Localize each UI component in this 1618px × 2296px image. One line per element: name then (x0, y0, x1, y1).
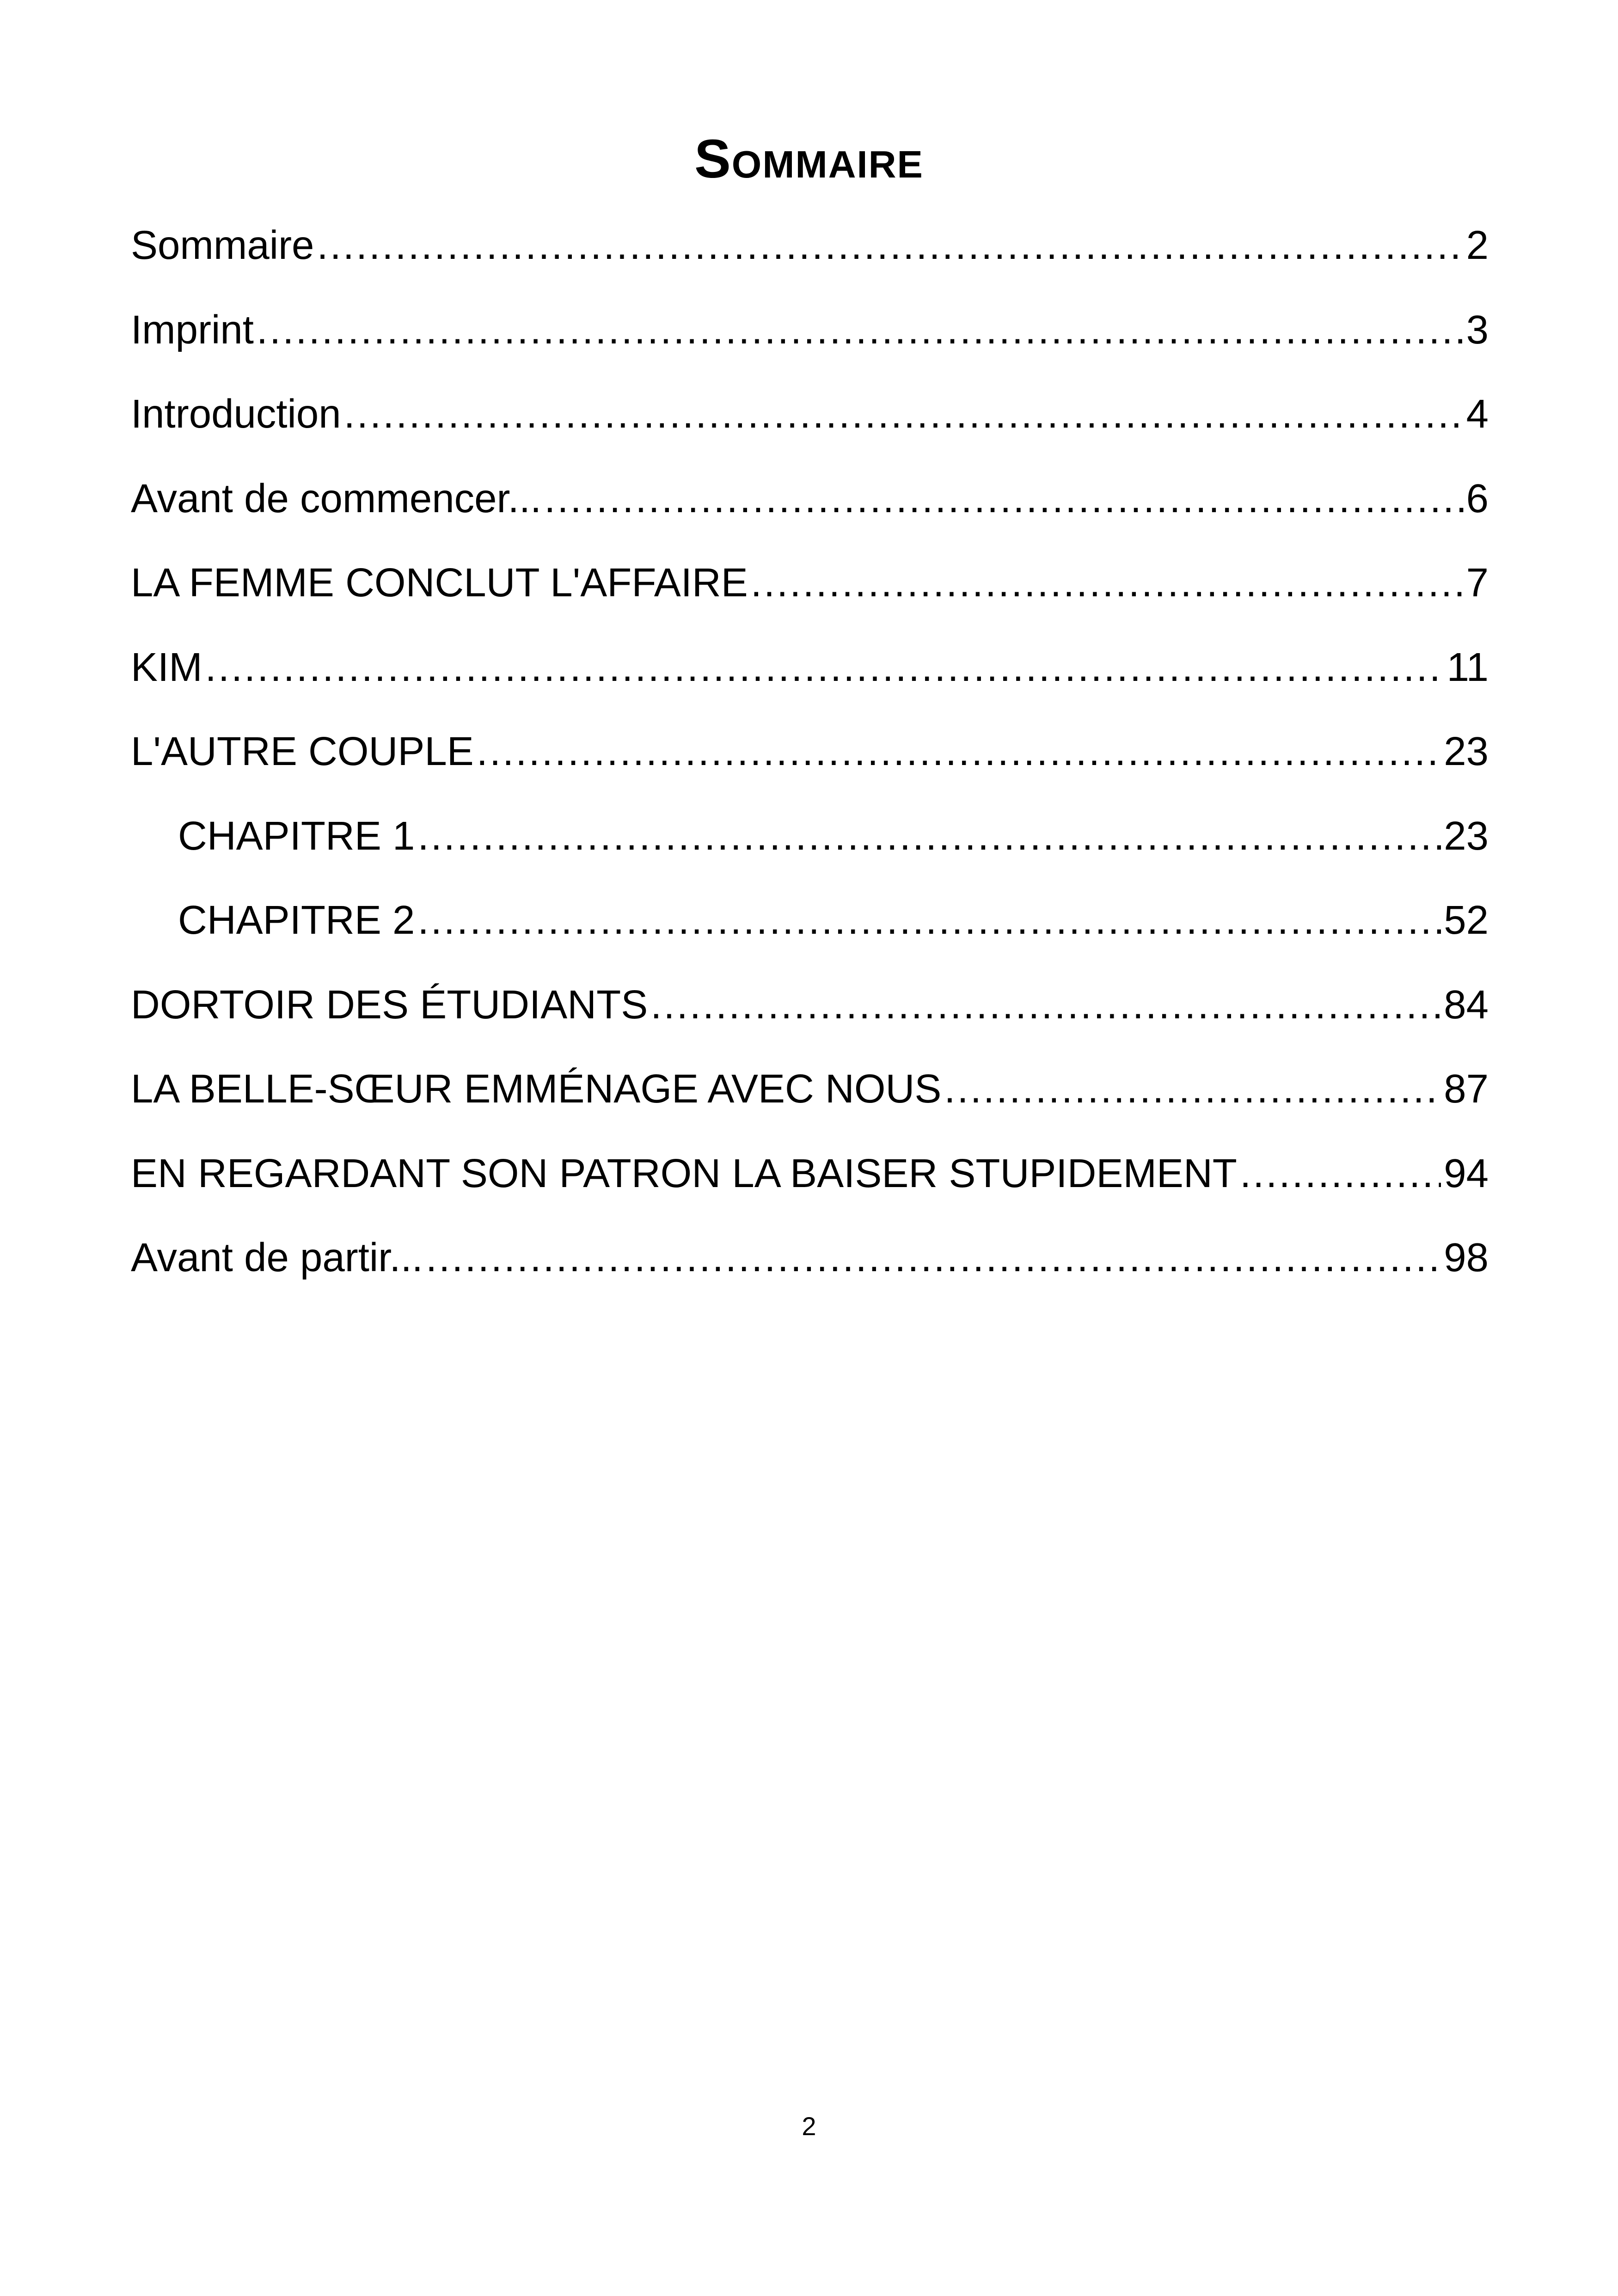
dot-leader (1240, 1148, 1441, 1199)
toc-entry-label: Avant de commencer... (131, 476, 542, 521)
toc-entry-page: 87 (1444, 1066, 1489, 1112)
toc-entry-dortoir-des-etudiants[interactable] (131, 963, 1489, 1047)
dot-leader (317, 220, 1463, 271)
toc-entry-label: LA FEMME CONCLUT L'AFFAIRE (131, 560, 748, 606)
toc-entry-page: 3 (1466, 307, 1489, 352)
toc-entry-page: 52 (1444, 898, 1489, 943)
toc-entry-imprint[interactable] (131, 288, 1489, 373)
toc-entry-avant-de-commencer[interactable] (131, 457, 1489, 541)
toc-entry-page: 7 (1466, 560, 1489, 606)
toc-entry-label: Sommaire (131, 223, 314, 268)
toc-entry-kim[interactable] (131, 625, 1489, 710)
toc-entry-page: 23 (1444, 729, 1489, 774)
toc-entry-page: 2 (1466, 223, 1489, 268)
toc-entry-page: 6 (1466, 476, 1489, 521)
toc-entry-la-belle-soeur[interactable] (131, 1047, 1489, 1132)
dot-leader (477, 726, 1441, 777)
dot-leader (257, 305, 1464, 355)
dot-leader (417, 895, 1441, 946)
toc-entry-en-regardant-son-patron[interactable] (131, 1132, 1489, 1216)
toc-entry-avant-de-partir[interactable] (131, 1216, 1489, 1300)
toc-entry-label: DORTOIR DES ÉTUDIANTS (131, 982, 648, 1027)
toc-entry-chapitre-2[interactable] (131, 878, 1489, 963)
toc-entry-label: LA BELLE-SŒUR EMMÉNAGE AVEC NOUS (131, 1066, 942, 1112)
toc-entry-introduction[interactable] (131, 372, 1489, 457)
toc-entry-chapitre-1[interactable] (131, 794, 1489, 879)
toc-entry-page: 4 (1466, 392, 1489, 437)
toc-entry-label: Imprint (131, 307, 254, 352)
dot-leader (944, 1064, 1441, 1114)
page-number: 2 (802, 2112, 816, 2141)
table-of-contents (131, 203, 1489, 1300)
toc-entry-page: 11 (1446, 644, 1489, 690)
toc-entry-label: Introduction (131, 392, 341, 437)
toc-entry-lautre-couple[interactable] (131, 710, 1489, 794)
dot-leader (751, 557, 1464, 608)
toc-entry-page: 98 (1444, 1235, 1489, 1280)
dot-leader (426, 1232, 1441, 1283)
page-title: Sommaire (694, 129, 924, 190)
dot-leader (544, 473, 1463, 524)
dot-leader (417, 811, 1441, 862)
toc-entry-page: 23 (1444, 813, 1489, 858)
toc-entry-label: CHAPITRE 1 (178, 813, 415, 858)
toc-entry-label: CHAPITRE 2 (178, 898, 415, 943)
dot-leader (650, 980, 1441, 1030)
toc-entry-label: Avant de partir... (131, 1235, 423, 1280)
toc-entry-label: L'AUTRE COUPLE (131, 729, 474, 774)
toc-entry-la-femme-conclut-laffaire[interactable] (131, 541, 1489, 625)
dot-leader (344, 389, 1464, 440)
toc-entry-sommaire[interactable] (131, 203, 1489, 288)
toc-entry-page: 84 (1444, 982, 1489, 1027)
toc-entry-label: KIM (131, 644, 202, 690)
toc-entry-page: 94 (1444, 1151, 1489, 1196)
dot-leader (205, 642, 1444, 693)
toc-entry-label: EN REGARDANT SON PATRON LA BAISER STUPIDEMENT (131, 1151, 1237, 1196)
